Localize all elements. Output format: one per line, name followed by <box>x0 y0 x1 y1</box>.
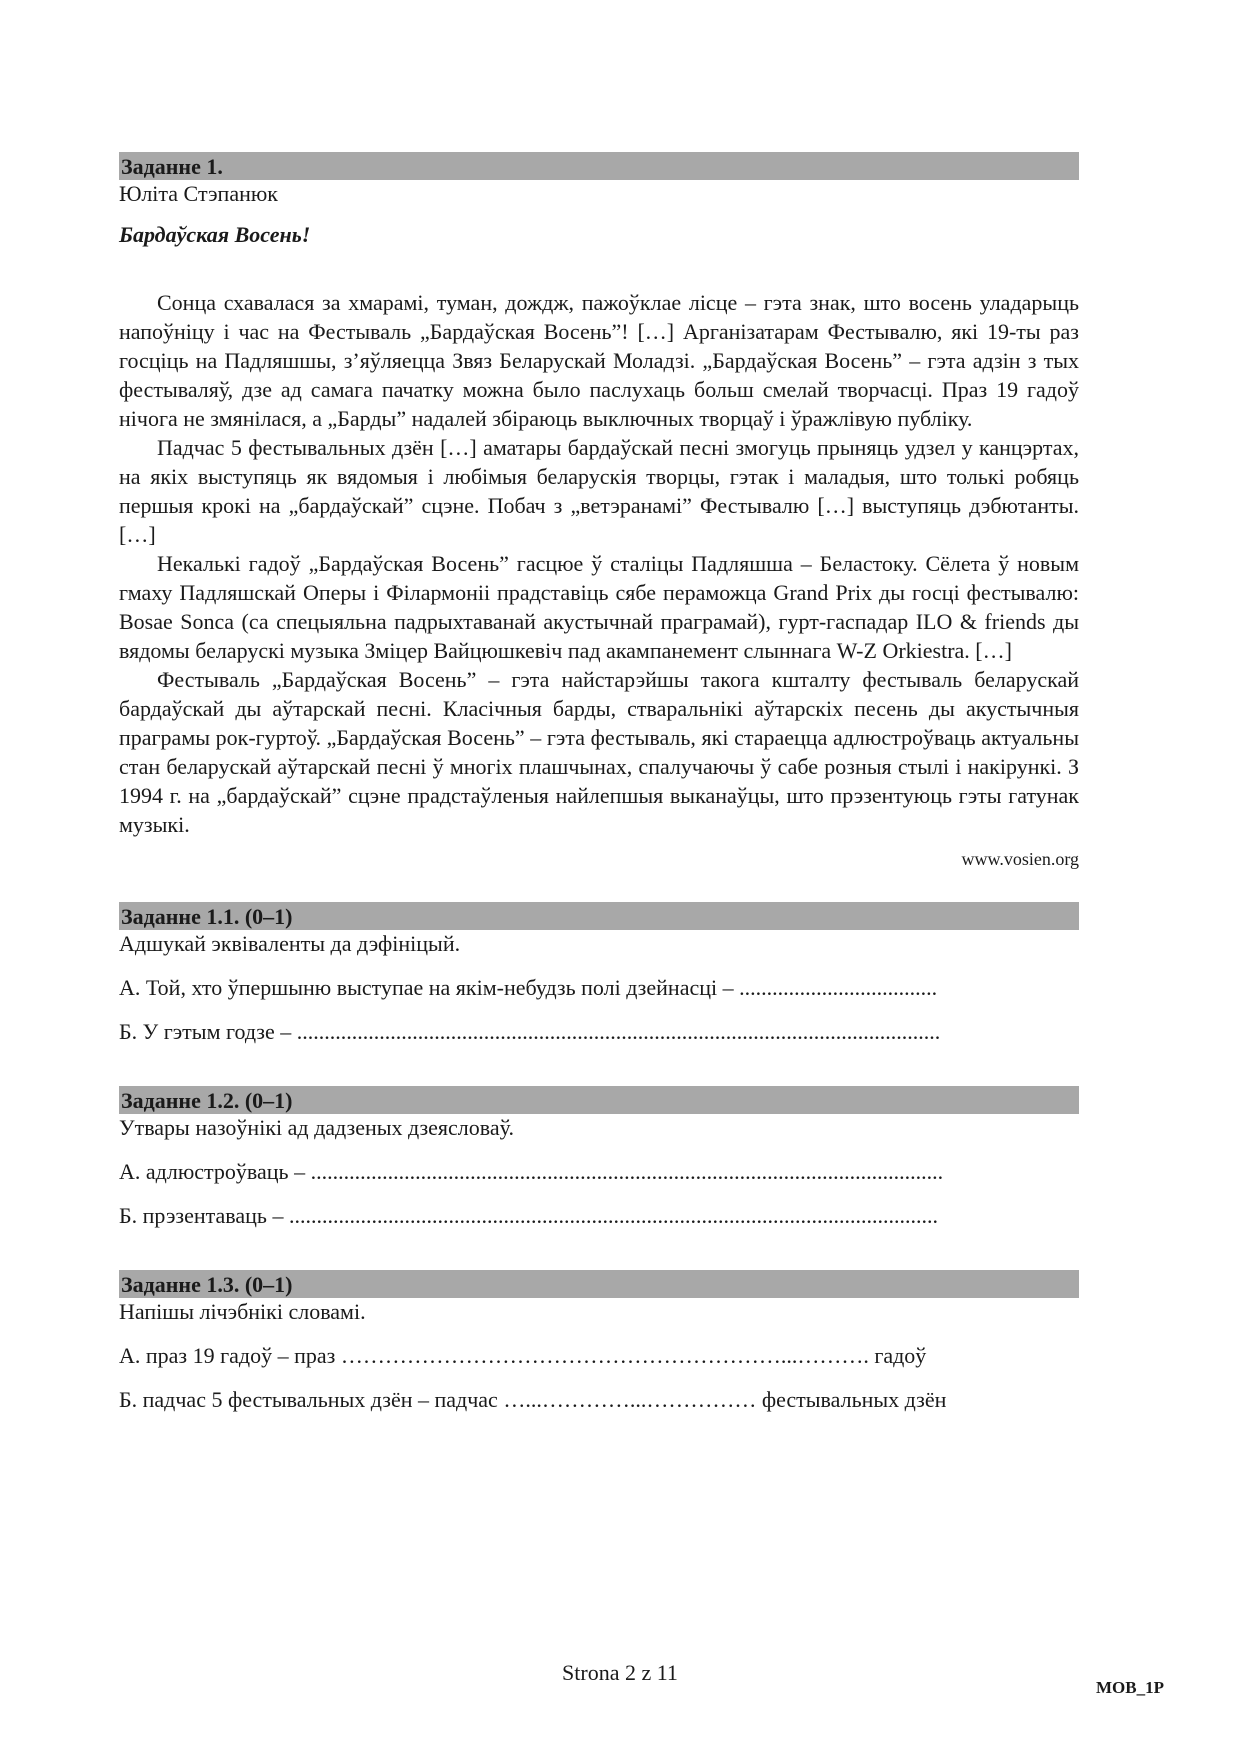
task-1-2-instruction: Утвары назоўнікі ад дадзеных дзеясловаў. <box>119 1115 514 1140</box>
article-title: Бардаўская Восень! <box>119 222 311 247</box>
exam-code: MOB_1P <box>1096 1678 1164 1697</box>
task-1-1-instruction: Адшукай эквіваленты да дэфініцый. <box>119 931 461 956</box>
task-1-2-section <box>119 1086 1079 1230</box>
paragraph: Фестываль „Бардаўская Восень” – гэта найстарэйшы такога кшталту фестываль беларускай бардаўскай ды аўтарскай песні. Класічныя барды, стваральнікі аўтарскіх песень ды акустычныя праграмы рок-гуртоў. „Бардаўская Восень” – гэта фестываль, які стараецца адлюстроўваць актуальны стан беларускай аўтарскай песні ў многіх плашчынах, спалучаючы ў сабе розныя стылі і накірункі. З 1994 г. на „бардаўскай” сцэне прадстаўленыя найлепшыя выканаўцы, што прэзентуюць гэты гатунак музыкі. <box>119 667 1079 837</box>
task-1-2-header: Заданне 1.2. (0–1) <box>119 1086 1079 1114</box>
paragraph: Падчас 5 фестывальных дзён […] аматары бардаўскай песні змогуць прыняць удзел у канцэртах, на якіх выступяць як вядомыя і любімыя беларускія творцы, гэтак і маладыя, што толькі робяць першыя крокі на „бардаўскай” сцэне. Побач з „ветэранамі” Фестывалю […] выступяць дэбютанты. […] <box>119 435 1079 547</box>
paragraph: Сонца схавалася за хмарамі, туман, дождж, пажоўклае лісце – гэта знак, што восень уладарыць напоўніцу і час на Фестываль „Бардаўская Восень”! […] Арганізатарам Фестывалю, які 19-ты раз госціць на Падляшшы, з’яўляецца Звяз Беларускай Моладзі. „Бардаўская Восень” – гэта адзін з тых фестываляў, дзе ад самага пачатку можна было паслухаць больш смелай творчасці. Праз 19 гадоў нічога не змянілася, а „Барды” надалей збіраюць выключных творцаў і ўражлівую публіку. <box>119 290 1079 431</box>
task-1-3-instruction: Напішы лічэбнікі словамі. <box>119 1299 366 1324</box>
source-link: www.vosien.org <box>961 849 1079 869</box>
task-1-2-answer-a[interactable]: А. адлюстроўваць – ................................................................................................................... <box>119 1159 944 1184</box>
task-1-1-answer-a[interactable]: А. Той, хто ўпершыню выступае на якім-небудзь полі дзейнасці – .................................... <box>119 975 938 1000</box>
task-1-header: Заданне 1. <box>119 152 1079 180</box>
task-1-1-header: Заданне 1.1. (0–1) <box>119 902 1079 930</box>
paragraph: Некалькі гадоў „Бардаўская Восень” гасцюе ў сталіцы Падляшша – Беластоку. Сёлета ў новым гмаху Падляшскай Оперы і Філармоніі прадставіць сябе пераможца Grand Prix ды госці фестывалю: Bosae Sonca (са спецыяльна падрыхтаванай акустычнай праграмай), гурт-гаспадар ILO & friends ды вядомы беларускі музыка Зміцер Вайцюшкевіч пад акампанемент слыннага W-Z Orkiestra. […] <box>119 551 1079 663</box>
task-1-3-answer-a[interactable]: А. праз 19 гадоў – праз ……………………………………………………...………. гадоў <box>119 1343 927 1368</box>
task-1-2-answer-b[interactable]: Б. прэзентаваць – ...................................................................................................................... <box>119 1203 938 1228</box>
page-content <box>119 152 1079 1414</box>
page-number: Strona 2 z 11 <box>562 1660 678 1685</box>
task-1-3-answer-b[interactable]: Б. падчас 5 фестывальных дзён – падчас …...…………...…………… фестывальных дзён <box>119 1387 947 1412</box>
author: Юліта Стэпанюк <box>119 181 278 206</box>
task-1-3-header: Заданне 1.3. (0–1) <box>119 1270 1079 1298</box>
task-1-1-answer-b[interactable]: Б. У гэтым годзе – ..................................................................................................................... <box>119 1019 941 1044</box>
task-1-1-section <box>119 902 1079 1046</box>
article-body <box>119 288 1079 839</box>
task-1-3-section <box>119 1270 1079 1414</box>
